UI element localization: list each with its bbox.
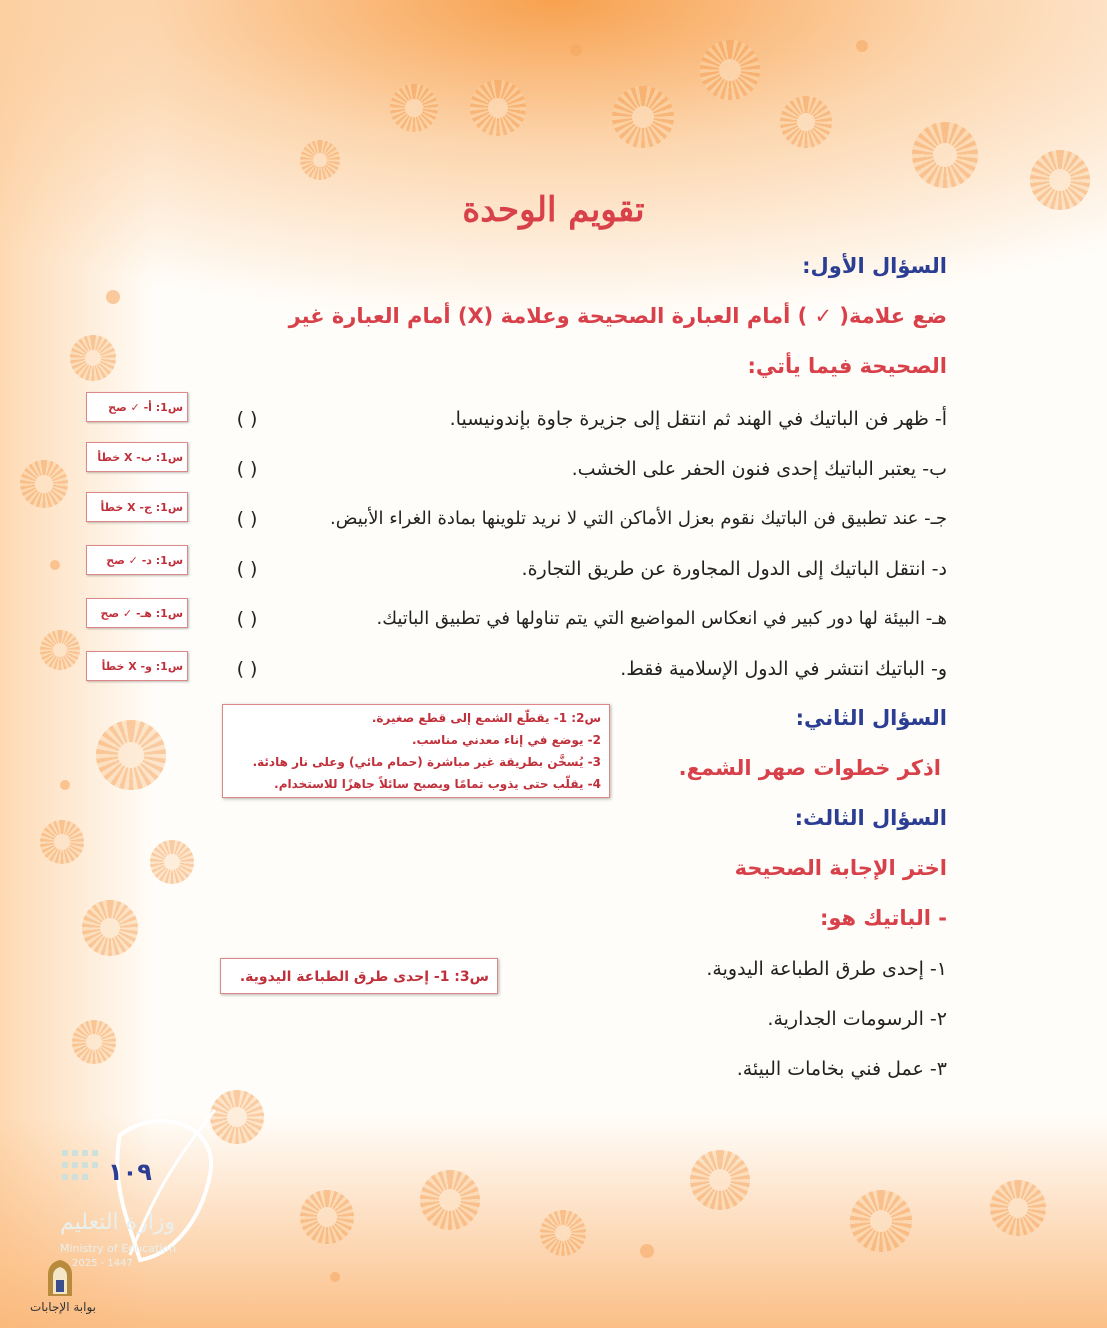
q1-answer-note: س1: د- ✓ صح bbox=[86, 545, 188, 575]
ministry-year: 2025 - 1447 bbox=[72, 1258, 133, 1269]
q1-item bbox=[217, 454, 947, 484]
flower-decoration bbox=[390, 84, 438, 132]
q1-instruction-line2: الصحيحة فيما يأتي: bbox=[747, 354, 947, 378]
dot-decoration bbox=[330, 1272, 340, 1282]
flower-decoration bbox=[700, 40, 760, 100]
ministry-name-english: Ministry of Education bbox=[60, 1242, 177, 1255]
answer-parentheses[interactable]: ( ) bbox=[236, 458, 258, 480]
q3-stem: - الباتيك هو: bbox=[819, 906, 947, 930]
q1-heading: السؤال الأول: bbox=[802, 254, 947, 278]
flower-decoration bbox=[300, 140, 340, 180]
ministry-logo-icon bbox=[62, 1150, 108, 1190]
flower-decoration bbox=[82, 900, 138, 956]
answer-parentheses[interactable]: ( ) bbox=[236, 408, 258, 430]
page-title: تقويم الوحدة bbox=[462, 190, 645, 230]
q1-answer-note: س1: ب- X خطأ bbox=[86, 442, 188, 472]
flower-decoration bbox=[912, 122, 978, 188]
q2-question: اذكر خطوات صهر الشمع. bbox=[678, 756, 941, 780]
q2-answer-line: 3- يُسخَّن بطريقة غير مباشرة (حمام مائي) وعلى نار هادئة. bbox=[252, 755, 601, 769]
dot-decoration bbox=[856, 40, 868, 52]
flower-decoration bbox=[300, 1190, 354, 1244]
q1-item bbox=[217, 404, 947, 434]
q1-item-text: د- انتقل الباتيك إلى الدول المجاورة عن طريق التجارة. bbox=[521, 558, 947, 580]
answer-parentheses[interactable]: ( ) bbox=[236, 508, 258, 530]
page-number: ١٠٩ bbox=[108, 1158, 152, 1186]
answer-parentheses[interactable]: ( ) bbox=[236, 558, 258, 580]
q1-item bbox=[217, 554, 947, 584]
dot-decoration bbox=[570, 44, 582, 56]
flower-decoration bbox=[612, 86, 674, 148]
q3-option[interactable]: ١- إحدى طرق الطباعة اليدوية. bbox=[706, 958, 947, 980]
q1-answer-note: س1: هـ- ✓ صح bbox=[86, 598, 188, 628]
q1-answer-note: س1: أ- ✓ صح bbox=[86, 392, 188, 422]
flower-decoration bbox=[850, 1190, 912, 1252]
answer-parentheses[interactable]: ( ) bbox=[236, 608, 258, 630]
dot-decoration bbox=[106, 290, 120, 304]
q3-option[interactable]: ٣- عمل فني بخامات البيئة. bbox=[736, 1058, 947, 1080]
q2-answer-line: س2: 1- يقطّع الشمع إلى قطع صغيرة. bbox=[371, 711, 601, 725]
q1-item bbox=[217, 654, 947, 684]
q3-heading: السؤال الثالث: bbox=[794, 806, 947, 830]
answer-parentheses[interactable]: ( ) bbox=[236, 658, 258, 680]
q1-item-text: أ- ظهر فن الباتيك في الهند ثم انتقل إلى جزيرة جاوة بإندونيسيا. bbox=[449, 408, 947, 430]
dot-decoration bbox=[640, 1244, 654, 1258]
q3-answer-box: س3: 1- إحدى طرق الطباعة اليدوية. bbox=[220, 958, 498, 994]
dot-decoration bbox=[50, 560, 60, 570]
portal-name: بوابة الإجابات bbox=[30, 1300, 97, 1314]
q2-answer-line: 4- يقلّب حتى يذوب تمامًا ويصبح سائلاً جاهزًا للاستخدام. bbox=[274, 777, 601, 791]
q1-item-text: ب- يعتبر الباتيك إحدى فنون الحفر على الخشب. bbox=[571, 458, 947, 480]
flower-decoration bbox=[990, 1180, 1046, 1236]
flower-decoration bbox=[72, 1020, 116, 1064]
flower-decoration bbox=[150, 840, 194, 884]
flower-decoration bbox=[40, 820, 84, 864]
flower-decoration bbox=[96, 720, 166, 790]
flower-decoration bbox=[690, 1150, 750, 1210]
flower-decoration bbox=[70, 335, 116, 381]
dot-decoration bbox=[60, 780, 70, 790]
flower-decoration bbox=[470, 80, 526, 136]
q1-item bbox=[217, 604, 947, 634]
flower-decoration bbox=[780, 96, 832, 148]
portal-logo-icon bbox=[44, 1258, 76, 1298]
q1-answer-note: س1: و- X خطأ bbox=[86, 651, 188, 681]
q2-answer-box bbox=[222, 704, 610, 798]
q3-instruction: اختر الإجابة الصحيحة bbox=[734, 856, 947, 880]
q2-answer-line: 2- يوضع في إناء معدني مناسب. bbox=[412, 733, 601, 747]
flower-decoration bbox=[20, 460, 68, 508]
flower-decoration bbox=[40, 630, 80, 670]
flower-decoration bbox=[420, 1170, 480, 1230]
q1-item-text: هـ- البيئة لها دور كبير في انعكاس المواضيع التي يتم تناولها في تطبيق الباتيك. bbox=[376, 608, 947, 629]
q1-item-text: جـ- عند تطبيق فن الباتيك نقوم بعزل الأماكن التي لا نريد تلوينها بمادة الغراء الأبيض. bbox=[330, 508, 947, 529]
q1-answer-note: س1: ج- X خطأ bbox=[86, 492, 188, 522]
flower-decoration bbox=[540, 1210, 586, 1256]
ministry-name-arabic: وزارة التعليم bbox=[60, 1210, 176, 1235]
q1-item bbox=[217, 504, 947, 534]
q3-option[interactable]: ٢- الرسومات الجدارية. bbox=[767, 1008, 947, 1030]
q1-instruction-line1: ضع علامة( ✓ ) أمام العبارة الصحيحة وعلامة (X) أمام العبارة غير bbox=[288, 304, 947, 328]
q2-heading: السؤال الثاني: bbox=[795, 706, 947, 730]
q1-item-text: و- الباتيك انتشر في الدول الإسلامية فقط. bbox=[620, 658, 947, 680]
